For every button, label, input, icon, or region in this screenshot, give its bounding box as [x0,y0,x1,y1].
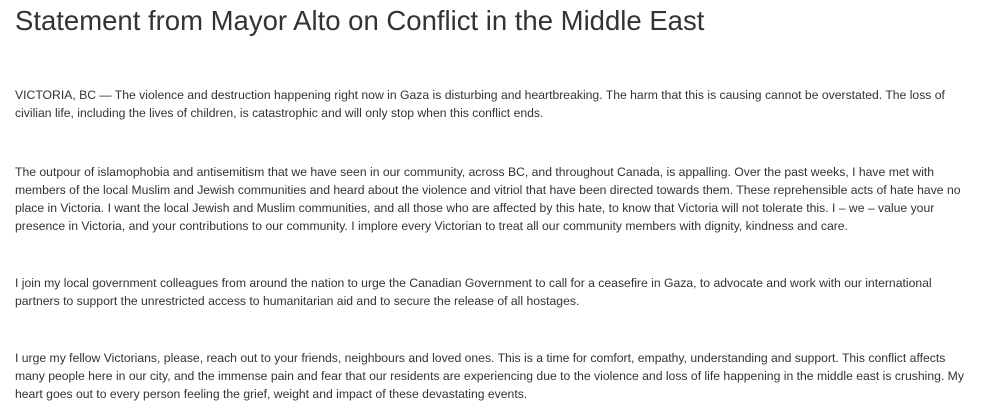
page-title: Statement from Mayor Alto on Conflict in the Middle East [15,5,705,36]
paragraph-intro: VICTORIA, BC — The violence and destruction happening right now in Gaza is disturbing and heartbreaking. The harm that this is causing cannot be overstated. The loss of civilian life, including the lives of children, is catastrophic and will only stop when this conflict ends. [15,88,945,120]
paragraph-ceasefire-call: I join my local government colleagues from around the nation to urge the Canadian Government to call for a ceasefire in Gaza, to advocate and work with our international partners to support the unrestricted access to humanitarian aid and to secure the release of all hostages. [15,276,932,308]
paragraph-hate-statement: The outpour of islamophobia and antisemitism that we have seen in our community, across BC, and throughout Canada, is appalling. Over the past weeks, I have met with members of the local Muslim and Jewish communities and heard about the violence and vitriol that have been directed towards them. These reprehensible acts of hate have no place in Victoria. I want the local Jewish and Muslim communities, and all those who are affected by this hate, to know that Victoria will not tolerate this. I – we – value your presence in Victoria, and your contributions to our community. I implore every Victorian to treat all our community members with dignity, kindness and care. [15,165,961,233]
paragraph-community-support: I urge my fellow Victorians, please, reach out to your friends, neighbours and loved ones. This is a time for comfort, empathy, understanding and support. This conflict affects many people here in our city, and the immense pain and fear that our residents are experiencing due to the violence and loss of life happening in the middle east is crushing. My heart goes out to every person feeling the grief, weight and impact of these devastating events. [15,351,964,401]
